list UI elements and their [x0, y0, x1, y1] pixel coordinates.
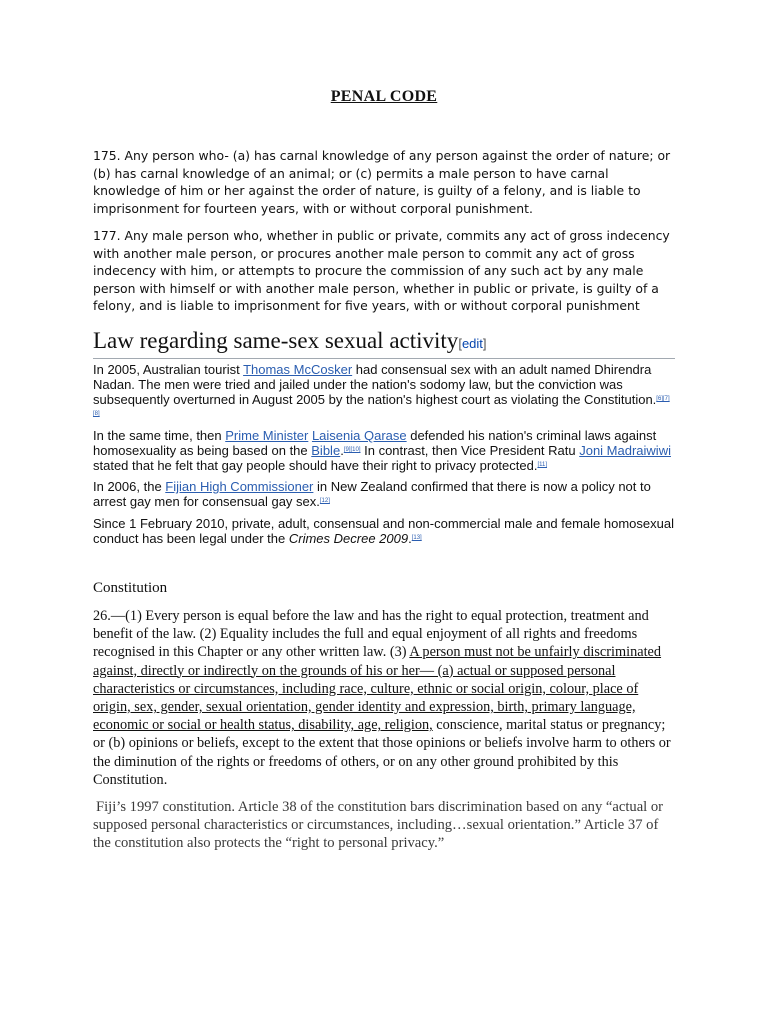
constitution-note: Fiji’s 1997 constitution. Article 38 of the constitution bars discrimination based on any “actual or supposed personal characteristics or circumstances, including…sexual orientation.” Article 37 of the constitution also protects the “right to personal privacy.” — [93, 799, 664, 852]
wiki-section-heading — [93, 328, 675, 359]
reference-link[interactable]: [6][7][8] — [93, 396, 670, 417]
text: stated that he felt that gay people should have their right to privacy protected. — [93, 458, 538, 473]
link-laisenia-qarase[interactable]: Laisenia Qarase — [311, 428, 407, 443]
page-title: PENAL CODE — [330, 88, 438, 105]
link-fijian-high-commissioner[interactable]: Fijian High Commissioner — [165, 479, 314, 494]
text: conscience, marital status or pregnancy; or (b) opinions or beliefs, except to the extent that those opinions or beliefs involve harm to others or the diminution of the rights or freedoms of others, or on any other ground prohibited by this Constitution. — [93, 717, 671, 788]
crimes-decree-title: Crimes Decree 2009 — [288, 531, 409, 546]
wiki-heading-text: Law regarding same-sex sexual activity — [93, 328, 459, 353]
edit-bracket-open: [ — [458, 336, 462, 351]
text: had consensual sex with an adult named Dhirendra Nadan. The men were tried and jailed under the nation's sodomy law, but the conviction was subsequently overturned in August 2005 by the nation's highest court as violating the Constitution. — [93, 362, 657, 407]
wiki-paragraph-qarase — [93, 428, 675, 473]
text: 26.—(1) Every person is equal before the law and has the right to equal protection, treatment and benefit of the law. (2) Equality includes the full and equal enjoyment of all rights and freedoms recognised in this Chapter or any other written law. (3) — [93, 608, 649, 661]
link-joni-madraiwiwi[interactable]: Joni Madraiwiwi — [579, 443, 671, 458]
edit-link[interactable]: edit — [461, 336, 483, 351]
text: In 2005, Australian tourist — [93, 362, 244, 377]
reference-link[interactable]: [11] — [537, 462, 548, 468]
text: In the same time, then — [93, 428, 226, 443]
text: defended his nation's criminal laws against homosexuality as being based on the — [93, 428, 657, 458]
wiki-paragraph-crimes-decree — [93, 516, 675, 546]
constitution-heading: Constitution — [93, 580, 168, 596]
text: In contrast, then Vice President Ratu — [360, 443, 580, 458]
penal-section-175: 175. Any person who- (a) has carnal knowledge of any person against the order of nature; or (b) has carnal knowledge of an animal; or (c) permits a male person to have carnal knowledge of him or her against the order of nature, is guilty of a felony, and is liable to imprisonment for fourteen years, with or without corporal punishment. — [93, 148, 671, 216]
text: Since 1 February 2010, private, adult, consensual and non-commercial male and female homosexual conduct has been legal under the — [93, 516, 674, 546]
reference-link[interactable]: [12] — [319, 498, 330, 504]
penal-section-177: 177. Any male person who, whether in public or private, commits any act of gross indecency with another male person, or procures another male person to commit any act of gross indecency with him, or attempts to procure the commission of any such act by any male person with himself or with another male person, whether in public or private, is guilty of a felony, and is liable to imprisonment for five years, with or without corporal punishment — [93, 228, 670, 314]
edit-section — [458, 336, 486, 351]
reference-link[interactable]: [13] — [411, 535, 422, 541]
text: in New Zealand confirmed that there is now a policy not to arrest gay men for consensual gay sex. — [93, 479, 651, 509]
wiki-paragraph-commissioner — [93, 479, 675, 509]
link-bible[interactable]: Bible — [311, 443, 341, 458]
link-thomas-mccosker[interactable]: Thomas McCosker — [243, 362, 353, 377]
text: . — [340, 443, 344, 458]
constitution-section-26 — [93, 607, 675, 789]
wiki-paragraph-mccosker — [93, 362, 675, 422]
link-prime-minister[interactable]: Prime Minister — [225, 428, 309, 443]
text: . — [408, 531, 412, 546]
underlined-text: A person must not be unfairly discriminated against, directly or indirectly on the grounds of his or her— (a) actual or supposed personal characteristics or circumstances, including race, culture, ethnic or social origin, colour, place of origin, sex, gender, sexual orientation, gender identity and expression, birth, primary language, economic or social or health status, disability, age, religion, — [93, 644, 662, 734]
text: In 2006, the — [93, 479, 166, 494]
edit-bracket-close: ] — [482, 336, 487, 351]
reference-link[interactable]: [9][10] — [343, 447, 361, 453]
